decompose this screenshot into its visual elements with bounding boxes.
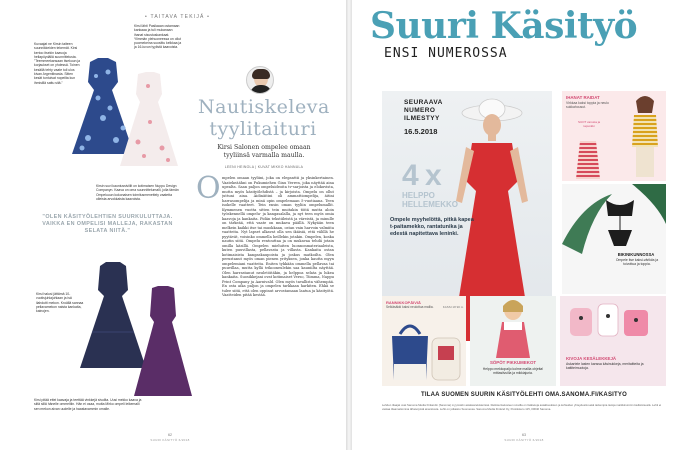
badge-label: HELPPO HELLEMEKKO: [402, 191, 458, 209]
purple-dress-image: [132, 286, 194, 398]
striped-tops-sub: Virkkaa kaksi toppia ja neulo sukkahousut.: [566, 101, 609, 110]
model-striped-top-image: [626, 95, 664, 179]
next-issue-label: SEURAAVA NUMERO ILMESTYY: [404, 99, 443, 122]
issue-banner: [382, 46, 682, 62]
kids-crafts-panel: [560, 296, 666, 386]
drop-cap: O: [196, 171, 221, 206]
article-body: mpelen omaan tyyliini, joka on eleganttii ja yksinkertainen. Vaatekeäähni on Pukumiehen Ginu Verren, joka näyttää aina upealta. Saan paljon ompeluideoita tv-sarjoista ja elokuvista, mutta myös käsityölehdistä – ja kirjoista. Ompelu on ollut juttuni aina. Äidinäitini oli ammattiompelija, äitini harrasompelija ja minä opin ompelemaan 5-vuotiaana. Teen isokelle vaatteet. Tein ensin oman tyyliin ompelumallit. Kymmenen vuotta sitten tein muitakin töitä mutta aloin työskennellä ompelu- ja kangasalalla, ja nyt teen myös omia kaavoja ja kankaita. Pidän tekstiileistä ja väreistä, ja minulle on tärkeää, että vaate on mukava päällä. Nykyään teen melkein kaikki itse tai muokkaan, ostan vain harvoin valmiita vaatteita. Nyt lapset alkavat olla sen ikäisiä, että välillä he pyytävät, voisinko ommella heillekin jotakin. Ompelen, koska nautin siitä. Ompelu rentouttaa ja on mukavaa tehdä jotain omilla käsillä. Ompelen mieluiten luonnonmateriaaleista, kuten puuvillasta, pellavasta ja villasta. Kankaita ostan kotimaisista kangaskaupoista ja joskus matkoilta. Olen perustanut myös oman pienen yrityksen, jonka kautta myyn ompelemiani vaatteita. Eniten tykkään ommella pellavaa tai puuvillaa, mutta kyllä trikooneulekin saa kauniilta näyttää. Olen harrastanut neuletöitäkin, ja helppoa selata ja lukea kankaita. Suosikkejani ovat kotimaiset Verso, Tiimma, Nappu Print Company ja Aarnivald. Olen myös tavallista vähempää. En osta aika paljon ja ompelen tarkkaan harkiten. Ehkä se tulee siitä, että olen oppinut arvostamaan laatua ja käsityötä. Vaatteiden pitää kestää.: [222, 176, 334, 297]
striped-tops-sub2: SUOT varusta ja tapunkki: [577, 120, 601, 128]
subscribe-line: TILAA SUOMEN SUURIN KÄSITYÖLEHTI OMA.SANOMA.FI/KASITYO: [421, 392, 627, 398]
next-issue-date: 16.5.2018: [404, 127, 438, 136]
floral-dress-image: [118, 72, 180, 168]
bikini-title: BIKINIKUNNOSSA: [617, 252, 655, 257]
kids-crafts-title: KIVOJA KESÄLEKKEJÄ: [566, 356, 617, 361]
craft-items-image: [566, 300, 662, 348]
kids-crafts-text: Askartele lasten kanssa käsinukkeja, meritaitteita ja kattiteimuotoja.: [566, 362, 644, 371]
dress-count-badge: [402, 161, 462, 215]
author-portrait: [246, 66, 274, 94]
article-title-line2: tyylitaituri: [209, 118, 317, 140]
section-tag: • TAITAVA TEKIJÄ •: [145, 14, 211, 20]
issue-banner-text: ENSI NUMEROSSA: [384, 46, 508, 61]
caption-top-left: Kuvaajat ne Kirsin taiteen suunnikkeiden tekemät. Kirsi kertoo itsekin kaavoja hellapöydällä suunnittelusta. "Teemmeekansaan itsekuun ja korjaukset on yhdessä. Toinen kesällä tehty vaate tuli ulos kivan Argentiinasta. Sitten kesät tuntuivat nopeilta kun ihmisillä sattu sitä.": [34, 42, 81, 85]
child-dress-title: SÖPÖT PIKKUMEKOT: [489, 360, 537, 365]
caption-middle: Kirsin suvi kauniussiviilit on kotimaisen Nuppu Design Companyn. Kaava on oma suunnittelumalli, jolla tämän Ompeluuun kokonaisen toimitusmenettely vaatetta olleista arvokkaista kaavoista.: [96, 184, 179, 201]
article-byline: LEENI HEINOLA | KUVAT MIKKO HANNULA: [224, 165, 304, 169]
backpack-image: [430, 332, 462, 382]
striped-tops-panel: [562, 91, 666, 181]
masthead: Suuri Käsityö: [370, 5, 638, 47]
bags-title: RANNIKKOPÄIVIÄ: [386, 300, 421, 305]
striped-tops-title: IHANAT RAIDAT: [566, 95, 600, 100]
striped-top-image: [574, 139, 602, 179]
bags-label: KASSI 18 90 m: [442, 305, 464, 309]
caption-bottom-left: Kirsi pitää ettei kaavaja ja teettää vinkkejä sivuilta. Uusi mekko kaava ja siitä sillä hänelle ommeltiin. Hän ei osaa, mutta Mirko ompeli leikemalli sen mekon aivan uudelle ja haastavammin omalle.: [34, 398, 142, 411]
bikini-image: [600, 196, 640, 252]
left-page-number: 62: [168, 433, 172, 437]
left-page: [0, 0, 346, 450]
child-dress-panel: [470, 296, 556, 386]
bags-text: Selkäsäkki kaksi neulottua mallia.: [386, 305, 434, 309]
right-page-magazine: SUURI KÄSITYÖ 6/2018: [504, 438, 544, 442]
child-dress-text: Helppo mekkopaljo kolme mallia ohjeita! mittasiivuilla ja mikkiajuria.: [482, 367, 544, 376]
caption-bottom-right: Kirsi halusi jättämä 10-vuotisjuhlajuhlaan ja isä ilahdutti mekon. Kroällä sannaa pellavamekon naista kankaita, kainojen.: [36, 292, 84, 314]
badge-count: 4 x: [402, 159, 441, 192]
pull-quote: "OLEN KÄSITYÖLEHTIEN SUURKULUTTAJA. VAIKKA EN OMPELISI MALLEJA, RAKASTAN SELATA NIITÄ.": [42, 214, 173, 234]
bikini-text: Ompele itse kaksi-värikäs ja toivottua ja toppia.: [615, 258, 659, 267]
fine-print: Lehden tilaajat ovat Sanoma Media Finlandin (Sanoma) myymätön asiakasrekisterissä. Rekisteriselosteen sivuilla on lisätietoja asiakkuuksien ja kohteiden yhteydestä sekä tarkempia tietoja markkinoinnin kieltämisestä. Lehti ei vastaa tilaamattomina lähetetyistä aineistosta. Lehti on julkaistu Suomessa. Sanoma Media Finland Oy, Postilokero 115, 00040 Sanoma.: [382, 403, 662, 411]
right-page-number: 63: [522, 433, 526, 437]
article-title-line1: Nautiskeleva: [198, 96, 330, 118]
bikini-panel: [562, 184, 666, 294]
right-page: [352, 0, 696, 450]
child-image: [490, 298, 536, 358]
bags-panel: [382, 296, 466, 386]
left-page-magazine: SUURI KÄSITYÖ 6/2018: [150, 438, 190, 442]
hero-headline: Ompele myyhelöttä, pitkä kapea t-paitamekko, rantatunika ja edestä napitettava leninki.: [390, 217, 474, 237]
tote-bag-image: [388, 324, 432, 382]
caption-top-right: Kirsi lähti Pasilaaan ostamaan kankaaa ja tuli mukanaan ihanat sisustuskankaat. Ylimmän ylehuoneessa on ollut puomekeina suosittu kelkkaa ja ja 16-luvun tyylistä kaavoista.: [134, 24, 182, 50]
article-subtitle: Kirsi Salonen ompelee omaan tyyliinsä varmalla maulla.: [217, 144, 311, 159]
